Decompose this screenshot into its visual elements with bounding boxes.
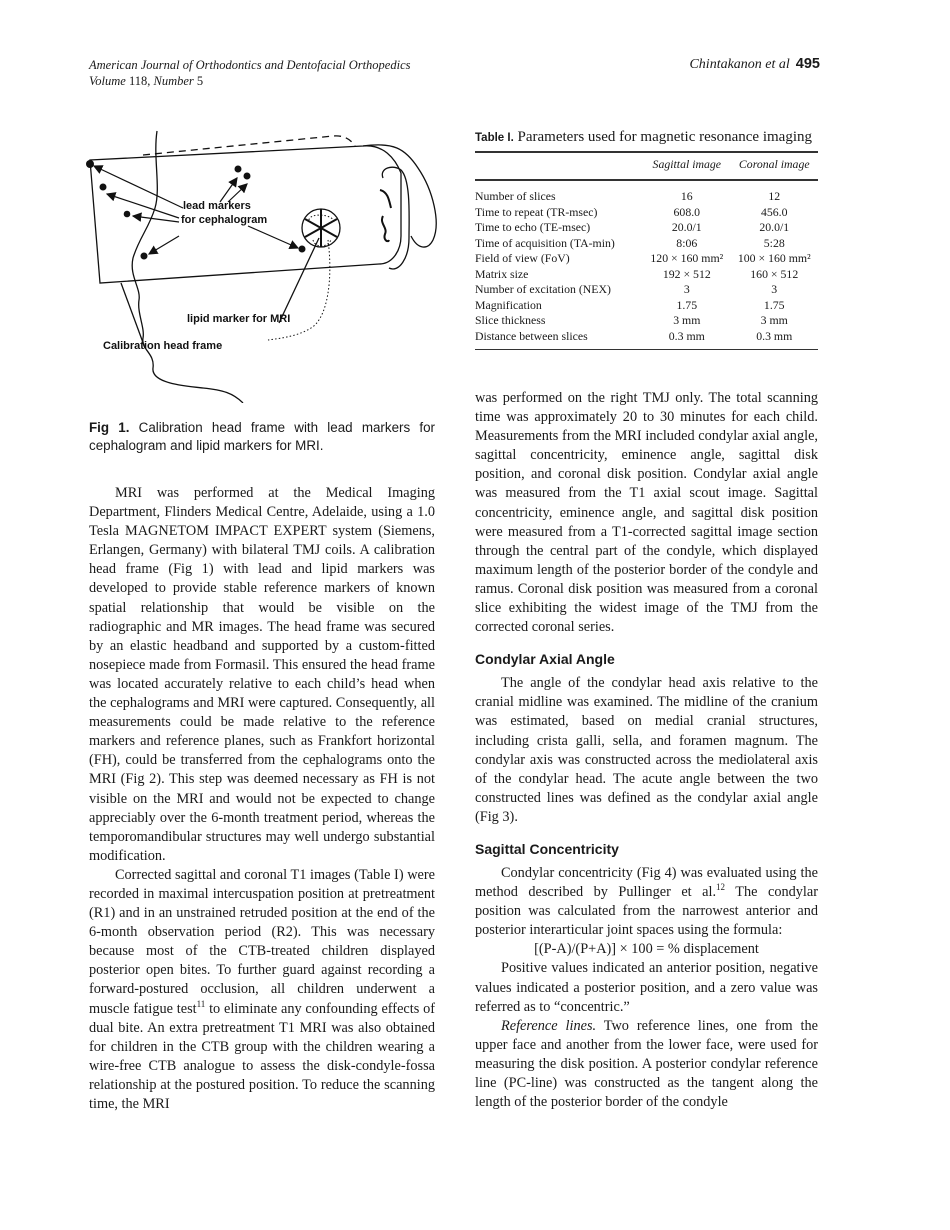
paragraph: Condylar concentricity (Fig 4) was evaluated using the method described by Pullinger et al.$^{12}$ The condylar position was calculated from the narrowest anterior and posterior interarticular joint spaces using the formula: — [475, 864, 818, 939]
journal-issue: Volume 118, Number 5 — [89, 74, 204, 88]
table-row: Time to echo (TE-msec) 20.0/1 20.0/1 — [475, 220, 790, 234]
paragraph: was performed on the right TMJ only. The total scanning time was approximately 20 to 30 minutes for each child. Measurements from the MRI included condylar axial angle, sagittal concentricity, eminence angle, sagittal disk position, and coronal disk position. Condylar axial angle was measured from the T1 axial scout image. Sagittal concentricity, eminence angle, and sagittal disk position were measured from a T1-corrected sagittal image section through the central part of the condyle, which displayed maximum length of the posterior border of the condyle and ramus. Coronal disk position was measured from a coronal slice exhibiting the widest image of the TMJ from the corrected coronal series. — [475, 390, 818, 636]
label-lead-markers-2: for cephalogram — [181, 214, 268, 226]
paragraph: Corrected sagittal and coronal T1 images (Table I) were recorded in maximal intercuspation position at pretreatment (R1) and in an unstrained retruded position at the end of the 6-month observation period (R2). This was necessary because most of the CTB-treated children displayed posterior open bites. To further guard against recording a forward-postured occlusion, all children underwent a muscle fatigue test$^{11}$ to eliminate any confounding effects of dual bite. An extra pretreatment T1 MRI was also obtained for children in the CTB group with the children wearing a wire-free CTB analogue to assess the disk-condyle-fossa relationship at the postured position. To reduce the scanning time, the MRI — [89, 866, 435, 1112]
paragraph: Positive values indicated an anterior position, negative values indicated a posterior position, and a zero value was referred as to “concentric.” — [475, 960, 818, 1015]
table-row: Time of acquisition (TA-min) 8:06 5:28 — [475, 235, 785, 250]
caption-label: Fig 1. — [89, 420, 130, 435]
paragraph: Reference lines. Two reference lines, one from the upper face and another from the lower face, were used for measuring the disk position. A posterior condylar reference line (PC-line) was constructed as the tangent along the length of the posterior border of the condyle — [475, 1017, 819, 1111]
label-head-frame: Calibration head frame — [103, 340, 223, 352]
paragraph: MRI was performed at the Medical Imaging Department, Flinders Medical Centre, Adelaide, using a 1.0 Tesla MAGNETOM IMPACT EXPERT system (Siemens, Erlangen, Germany) with bilateral TMJ coils. A calibration head frame (Fig 1) with lead and lipid markers was developed to provide stable reference markers of known spatial relationship that would be visible on the radiographic and MR images. The head frame was secured by an elastic headband and supported by a custom-fitted nosepiece made from Formasil. This ensured the head frame was located accurately relative to each child’s head when the cephalograms and MRI were captured. Consequently, all measurements could be made relative to the reference markers and reference planes, such as Frankfort horizontal (FH), could be transferred from the cephalograms onto the MRI (Fig 2). This step was deemed necessary as FH is not visible on the MRI and would not be expected to change appreciably over the 6-month treatment period, whereas the temporomandibular structures may well undergo substantial modification. — [89, 485, 435, 864]
lead-marker — [141, 253, 148, 260]
lead-marker — [86, 160, 94, 168]
label-lead-markers-1: lead markers — [183, 200, 251, 212]
mri-parameters-table — [475, 151, 818, 350]
frame-support-line — [121, 283, 145, 348]
lead-marker — [244, 173, 251, 180]
table-row: Field of view (FoV) 120 × 160 mm² 100 × 160 mm² — [475, 251, 811, 265]
head-frame-diagram — [83, 128, 463, 403]
right-column-text — [475, 389, 818, 1112]
frame-rear-outline — [363, 145, 436, 247]
page-number: 495 — [795, 56, 820, 72]
section-heading: Sagittal Concentricity — [475, 840, 619, 857]
author-line: Chintakanon et al — [689, 57, 790, 72]
running-header-authors — [689, 56, 820, 73]
lead-marker — [299, 246, 306, 253]
formula: [(P-A)/(P+A)] × 100 = % displacement — [534, 941, 759, 958]
lead-marker — [235, 166, 242, 173]
left-column-text — [89, 484, 435, 1114]
table-row: Time to repeat (TR-msec) 608.0 456.0 — [475, 204, 788, 219]
table-row: Slice thickness 3 mm 3 mm — [475, 313, 788, 327]
lipid-marker-spokes — [305, 209, 337, 247]
table-header-row — [475, 152, 818, 180]
face-profile-line — [132, 131, 243, 403]
citation-ref: 11 — [196, 998, 206, 1009]
figure-1 — [83, 128, 463, 403]
table-row: Magnification 1.75 1.75 — [475, 297, 785, 312]
section-heading: Condylar Axial Angle — [475, 651, 615, 668]
table-row: Distance between slices 0.3 mm 0.3 mm — [475, 329, 818, 350]
table-row: Matrix size 192 × 512 160 × 512 — [475, 266, 799, 281]
table-row: Number of slices 16 12 — [475, 189, 781, 203]
caption-text: Calibration head frame with lead markers for cephalogram and lipid markers for MRI. — [89, 420, 436, 453]
lead-marker — [124, 211, 131, 218]
table-1 — [475, 129, 818, 350]
run-in-heading: Reference lines. — [501, 1017, 597, 1034]
paragraph: The angle of the condylar head axis relative to the cranial midline was examined. The midline of the cranium was estimated, based on medial cranial structures, including crista galli, sella, and foramen magnum. The condylar axis was constructed across the mediolateral axis of the condylar head. The acute angle between the two constructed lines was defined as the condylar axial angle (Fig 3). — [475, 675, 818, 825]
label-lipid-marker: lipid marker for MRI — [187, 313, 291, 325]
citation-ref: 12 — [716, 882, 726, 893]
column-header: Sagittal image — [643, 152, 730, 180]
column-header — [475, 152, 643, 180]
running-header-journal — [89, 57, 411, 89]
dotted-guide — [268, 240, 330, 340]
journal-title: American Journal of Orthodontics and Dentofacial Orthopedics — [89, 58, 411, 72]
lead-marker — [100, 184, 107, 191]
column-header: Coronal image — [731, 152, 818, 180]
figure-1-caption — [89, 419, 435, 454]
ear-inner — [380, 190, 391, 241]
table-row: Number of excitation (NEX) 3 3 — [475, 282, 778, 296]
table-title: Table I. Parameters used for magnetic resonance imaging — [475, 129, 813, 145]
